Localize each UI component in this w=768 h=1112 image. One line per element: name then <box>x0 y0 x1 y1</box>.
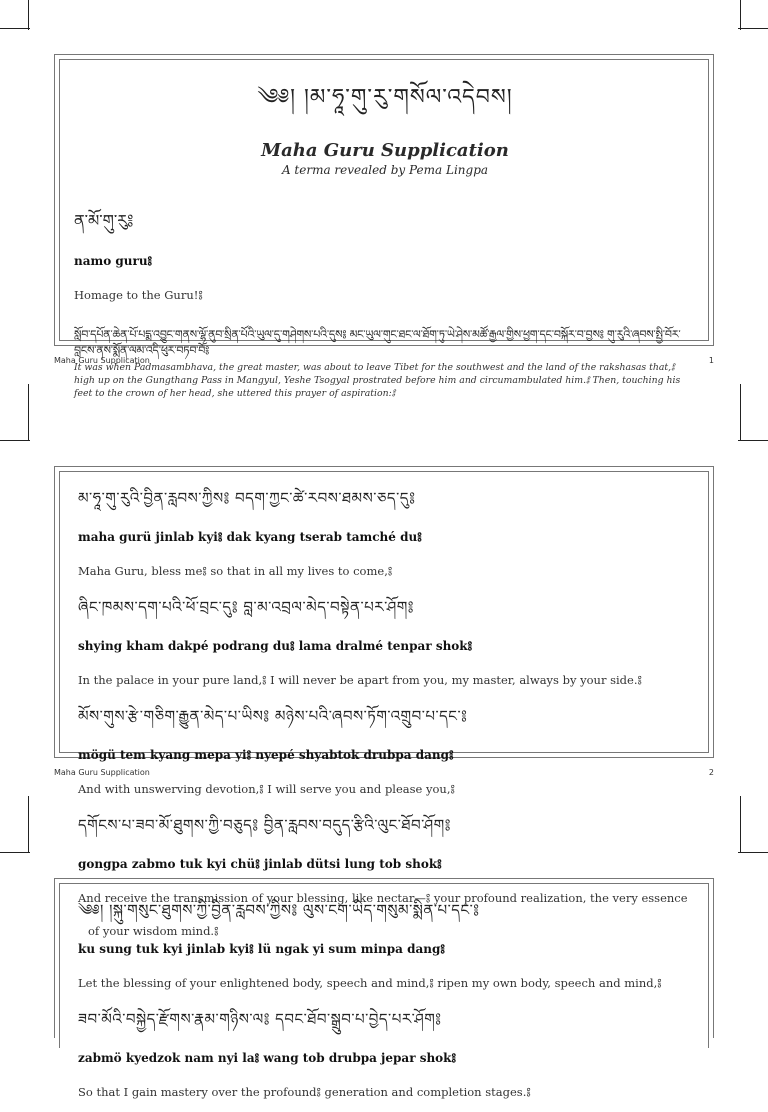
verse <box>78 482 696 591</box>
verse-transliteration: zabmö kyedzok nam nyi la༔ wang tob drubpa jepar shok༔ <box>78 1051 457 1065</box>
verse-translation: In the palace in your pure land,༔ I will never be apart from you, my master, always by your side.༔ <box>78 673 642 687</box>
page-subtitle: A terma revealed by Pema Lingpa <box>281 163 489 177</box>
tibetan-title: ༄༅། །མ་ཧཱ་གུ་རུ་གསོལ་འདེབས། <box>257 85 513 110</box>
crop-mark <box>738 440 768 441</box>
verse-translation: And with unswerving devotion,༔ I will serve you and please you,༔ <box>78 782 455 796</box>
verse-transliteration: shying kham dakpé podrang du༔ lama dralmé tenpar shok༔ <box>78 639 473 653</box>
verse-tibetan: དགོངས་པ་ཟབ་མོ་ཐུགས་ཀྱི་བཅུད༔ བྱིན་རླབས་བདུད་རྩིའི་ལུང་ཐོབ་ཤོག༔ <box>78 816 451 834</box>
page-1-frame <box>54 54 714 399</box>
verse <box>78 700 696 809</box>
verse-tibetan: ཞིང་ཁམས་དག་པའི་ཕོ་བྲང་དུ༔ བླ་མ་འབྲལ་མེད་བསྟེན་པར་ཤོག༔ <box>78 598 414 616</box>
verse-tibetan: མ་ཧཱ་གུ་རུའི་བྱིན་རླབས་ཀྱིས༔ བདག་ཀྱང་ཚེ་རབས་ཐམས་ཅད་དུ༔ <box>78 489 416 507</box>
verse-transliteration: ku sung tuk kyi jinlab kyi༔ lü ngak yi sum minpa dang༔ <box>78 942 445 956</box>
verse-translation: Let the blessing of your enlightened body, speech and mind,༔ ripen my own body, speech and mind,༔ <box>78 976 662 990</box>
crop-mark <box>0 852 30 853</box>
page-3-frame <box>54 878 714 1099</box>
page-number: 1 <box>708 356 714 365</box>
crop-mark <box>0 28 30 29</box>
crop-mark <box>28 822 29 852</box>
namo-transliteration: namo guru༔ <box>74 254 153 268</box>
footer-title: Maha Guru Supplication <box>54 768 150 777</box>
crop-mark <box>740 410 741 440</box>
verse-tibetan: མོས་གུས་རྩེ་གཅིག་རྒྱུན་མེད་པ་ཡིས༔ མཉེས་པའི་ཞབས་ཏོག་འགྲུབ་པ་དང་༔ <box>78 707 468 725</box>
page-title: Maha Guru Supplication <box>261 140 509 161</box>
page-number: 2 <box>708 768 714 777</box>
page-3-content <box>59 883 709 1099</box>
crop-mark <box>28 0 29 30</box>
intro-tibetan: སློབ་དཔོན་ཆེན་པོ་པདྨ་འབྱུང་གནས་ལྷོ་ནུབ་སྲིན་པོའི་ཡུལ་དུ་གཤེགས་པའི་དུས༔ མང་ཡུལ་གུང་ཐང་ལ་ཐོག་ཏུ་ཡེ་ཤེས་མཚོ་རྒྱལ་གྱིས་ཕྱག་དང་བསྐོར་བ་བྱས༔ གུ་རུའི་ཞབས་སྤྱི་བོར་བླངས་ནས་སྨོན་ལམ་འདི་ཕུར་བཏབ་བོ༔ <box>74 328 681 357</box>
verse-translation: So that I gain mastery over the profound༔ generation and completion stages.༔ <box>78 1085 531 1099</box>
crop-mark <box>740 0 741 30</box>
crop-mark <box>28 410 29 440</box>
footer-title: Maha Guru Supplication <box>54 356 150 365</box>
verse-translation: Maha Guru, bless me༔ so that in all my lives to come,༔ <box>78 564 393 578</box>
crop-mark <box>738 28 768 29</box>
crop-mark <box>738 852 768 853</box>
verse-tibetan: ༄༅། །སྐུ་གསུང་ཐུགས་ཀྱི་བྱིན་རླབས་ཀྱིས༔ ལུས་ངག་ཡིད་གསུམ་སྨིན་པ་དང་༔ <box>78 901 480 919</box>
crop-mark <box>740 822 741 852</box>
verse <box>78 591 696 700</box>
page-footer <box>54 768 714 777</box>
intro-english: It was when Padmasambhava, the great master, was about to leave Tibet for the southwest and the land of the rakshasas that,༔ high up on the Gungthang Pass in Mangyul, Yeshe Tsogyal prostrated before him and circumambulated him.༔ Then, touching his feet to the crown of her head, she uttered this prayer of aspiration:༔ <box>74 362 681 399</box>
verse-transliteration: gongpa zabmo tuk kyi chü༔ jinlab dütsi lung tob shok༔ <box>78 857 442 871</box>
verse-translation: And receive the transmission of your blessing, like nectar—༔ your profound realization, the very essence of your wisdom mind.༔ <box>78 891 688 938</box>
namo-translation: Homage to the Guru!༔ <box>74 288 203 302</box>
namo-tibetan: ན་མོ་གུ་རུ༔ <box>74 211 134 230</box>
page-1-content <box>59 59 709 399</box>
verse <box>78 894 696 1003</box>
page-footer <box>54 356 714 365</box>
verse-transliteration: mögü tem kyang mepa yi༔ nyepé shyabtok drubpa dang༔ <box>78 748 454 762</box>
verse <box>78 1003 696 1112</box>
verse-tibetan: ཟབ་མོའི་བསྐྱེད་རྫོགས་རྣམ་གཉིས་ལ༔ དབང་ཐོབ་སྒྲུབ་པ་བྱེད་པར་ཤོག༔ <box>78 1010 442 1028</box>
verse-transliteration: maha gurü jinlab kyi༔ dak kyang tserab tamché du༔ <box>78 530 422 544</box>
crop-mark <box>0 440 30 441</box>
